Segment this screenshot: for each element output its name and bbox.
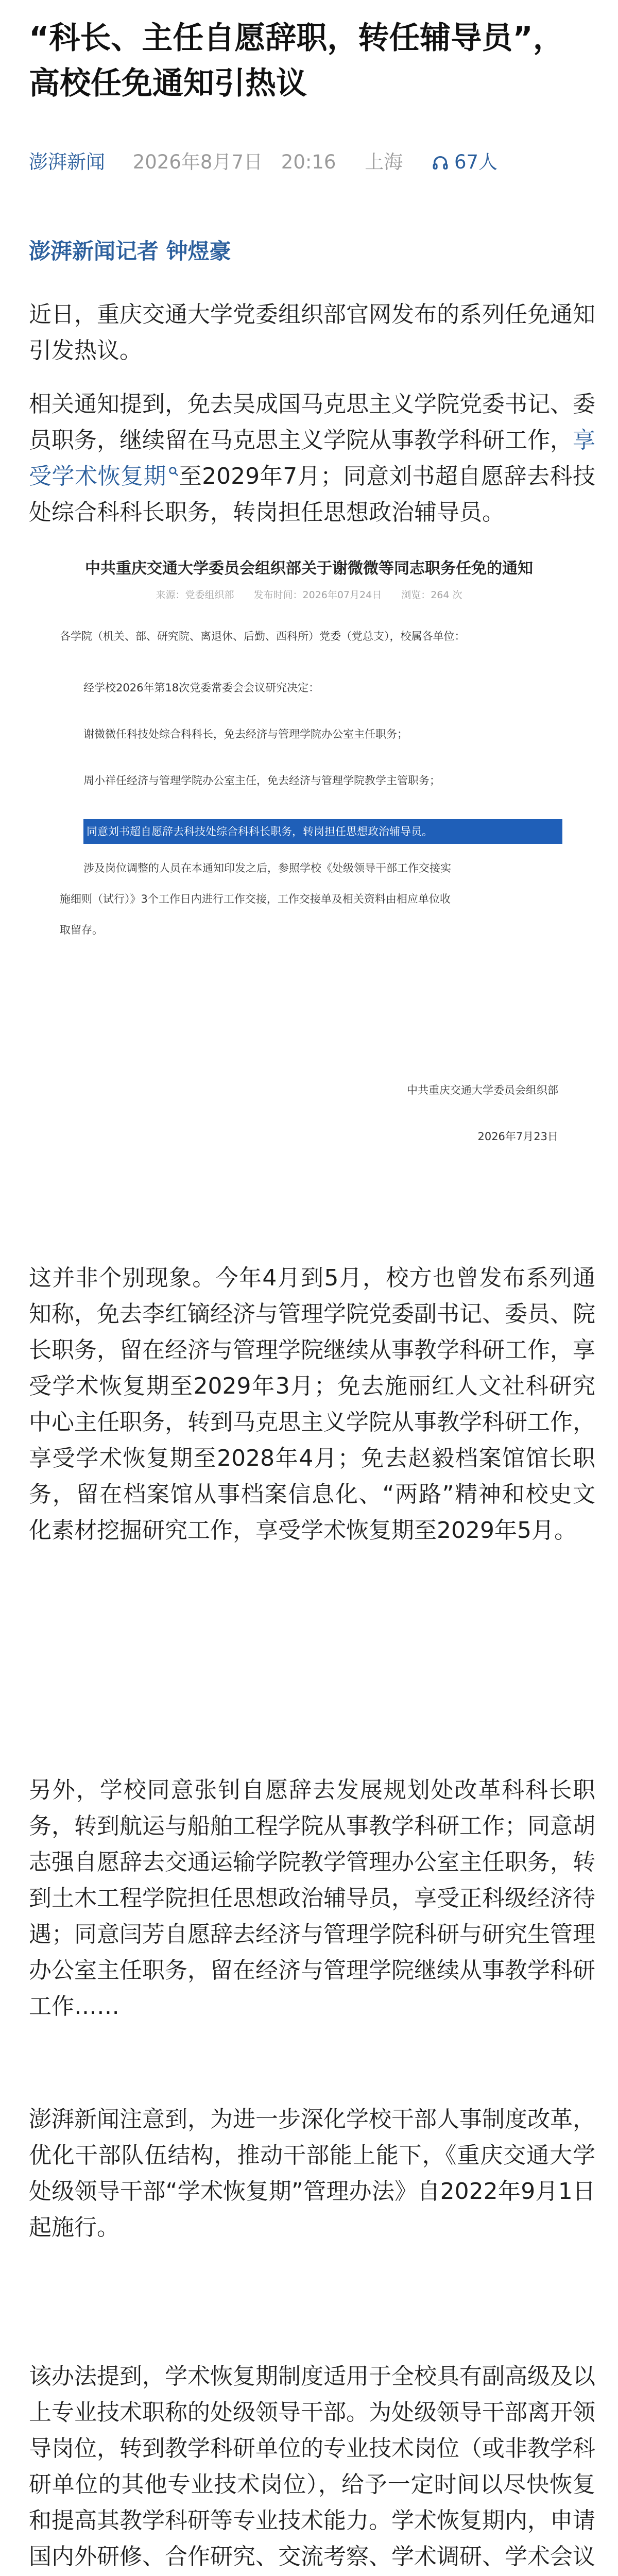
notice-handover: 施细则（试行）》3个工作日内进行工作交接，工作交接单及相关资料由相应单位收 <box>60 893 451 905</box>
reporter-byline[interactable]: 澎湃新闻记者 钟煜豪 <box>29 239 231 264</box>
article-title: “科长、主任自愿辞职，转任辅导员”，高校任免通知引热议 <box>29 20 564 101</box>
paragraph-intro: 近日，重庆交通大学党委组织部官网发布的系列任免通知引发热议。 <box>29 301 595 364</box>
notice-title: 中共重庆交通大学委员会组织部关于谢微微等同志职务任免的通知 <box>85 560 533 578</box>
publish-time: 20:16 <box>281 151 336 173</box>
publish-location: 上海 <box>365 151 403 173</box>
paragraph-precedents: 这并非个别现象。今年4月到5月，校方也曾发布系列通知称，免去李红镝经济与管理学院党委副书记、委员、院长职务，留在经济与管理学院继续从事教学科研工作，享受学术恢复期至2029年3月；免去施丽红人文社科研究中心主任职务，转到马克思主义学院从事教学科研工作，享受学术恢复期至2028年4月；免去赵毅档案馆馆长职务，留在档案馆从事档案信息化、“两路”精神和校史文化素材挖掘研究工作，享受学术恢复期至2029年5月。 <box>29 1265 595 1544</box>
paragraph-policy-detail: 该办法提到，学术恢复期制度适用于全校具有副高级及以上专业技术职称的处级领导干部。为处级领导干部离开领导岗位，转到教学科研单位的专业技术岗位（或非教学科研单位的其他专业技术岗位），给予一定时间以尽快恢复和提高其教学科研等专业技术能力。学术恢复期内，申请国内外研修、合作研究、交流考察、学术调研、学术会议 <box>29 2363 595 2570</box>
notice-decision: 经学校2026年第18次党委常委会会议研究决定： <box>83 682 320 694</box>
article-meta <box>29 150 590 174</box>
notice-addressee: 各学院（机关、部、研究院、离退休、后勤、西科所）党委（党总支），校属各单位： <box>60 630 466 642</box>
notice-handover: 取留存。 <box>60 924 103 936</box>
notice-item-highlighted: 同意刘书超自愿辞去科技处综合科科长职务，转岗担任思想政治辅导员。 <box>83 819 562 844</box>
notice-handover: 涉及岗位调整的人员在本通知印发之后，参照学校《处级领导干部工作交接实 <box>83 862 451 874</box>
headphones-icon <box>432 154 449 172</box>
notice-image <box>29 531 589 1224</box>
paragraph-other-cases: 另外，学校同意张钊自愿辞去发展规划处改革科科长职务，转到航运与船舶工程学院从事教学科研工作；同意胡志强自愿辞去交通运输学院教学管理办公室主任职务，转到土木工程学院担任思想政治辅导员，享受正科级经济待遇；同意闫芳自愿辞去经济与管理学院科研与研究生管理办公室主任职务，留在经济与管理学院继续从事教学科研工作…… <box>29 1777 595 2020</box>
notice-item: 谢微微任科技处综合科科长，免去经济与管理学院办公室主任职务； <box>83 728 408 740</box>
paragraph-notice-summary <box>29 386 595 531</box>
notice-sign-date: 2026年7月23日 <box>477 1130 558 1143</box>
notice-item: 周小祥任经济与管理学院办公室主任，免去经济与管理学院教学主管职务； <box>83 774 440 787</box>
source-link[interactable]: 澎湃新闻 <box>29 151 105 173</box>
notice-signature: 中共重庆交通大学委员会组织部 <box>407 1084 558 1096</box>
listen-count: 67人 <box>454 151 498 173</box>
publish-date: 2026年8月7日 <box>132 151 263 173</box>
paragraph-text: 至2029年7月；同意刘书超自愿辞去科技处综合科科长职务，转岗担任思想政治辅导员。 <box>29 463 595 526</box>
listen-button[interactable] <box>432 151 497 173</box>
paragraph-policy: 澎湃新闻注意到，为进一步深化学校干部人事制度改革，优化干部队伍结构，推动干部能上能下，《重庆交通大学处级领导干部“学术恢复期”管理办法》自2022年9月1日起施行。 <box>29 2106 595 2241</box>
search-icon <box>168 466 179 477</box>
paragraph-text: 相关通知提到，免去吴成国马克思主义学院党委书记、委员职务，继续留在马克思主义学院从事教学科研工作， <box>29 391 595 453</box>
notice-meta: 来源：党委组织部 发布时间：2026年07月24日 浏览：264 次 <box>156 589 462 601</box>
link-text: 享受学术恢复期 <box>29 427 595 489</box>
